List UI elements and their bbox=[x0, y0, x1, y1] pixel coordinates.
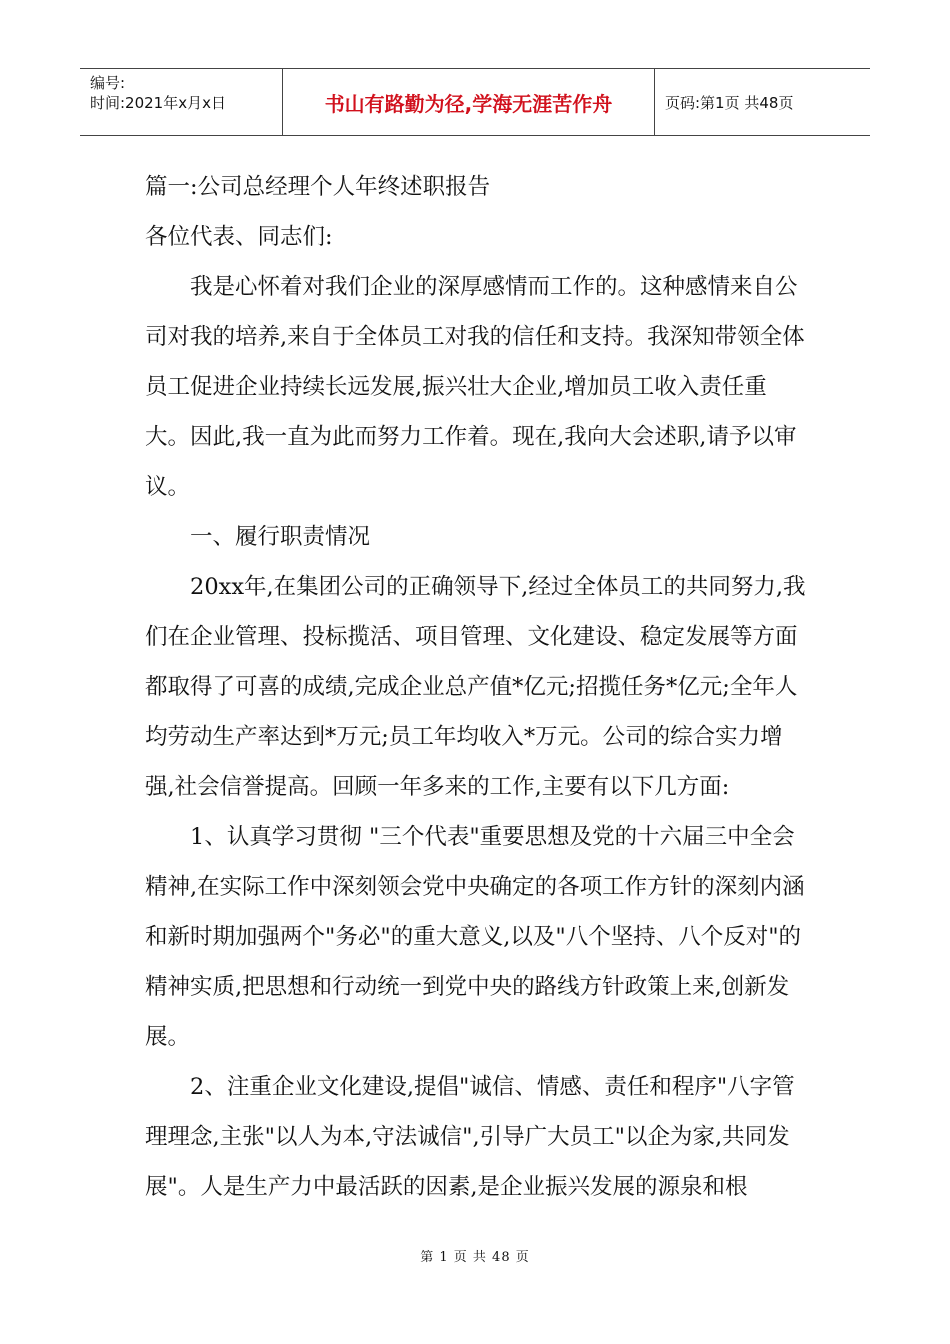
page-footer: 第 1 页 共 48 页 bbox=[420, 1250, 530, 1265]
document-title: 篇一:公司总经理个人年终述职报告 bbox=[145, 174, 491, 200]
paragraph-summary: 20xx年,在集团公司的正确领导下,经过全体员工的共同努力,我们在企业管理、投标揽活、项目管理、文化建设、稳定发展等方面都取得了可喜的成绩,完成企业总产值*亿元;招揽任务*亿元;全年人均劳动生产率达到*万元;员工年均收入*万元。公司的综合实力增强,社会信誉提高。回顾一年多来的工作,主要有以下几方面: bbox=[145, 574, 806, 800]
header-page-label: 页码:第1页 共48页 bbox=[665, 93, 794, 112]
header-meta bbox=[80, 69, 283, 135]
header-number-label: 编号: bbox=[90, 74, 126, 92]
salutation: 各位代表、同志们: bbox=[145, 224, 333, 250]
section-heading: 一、履行职责情况 bbox=[190, 524, 371, 550]
paragraph-item-2: 2、注重企业文化建设,提倡"诚信、情感、责任和程序"八字管理理念,主张"以人为本,守法诚信",引导广大员工"以企为家,共同发展"。人是生产力中最活跃的因素,是企业振兴发展的源泉和根 bbox=[145, 1074, 795, 1200]
document-body bbox=[145, 162, 810, 1212]
document-header bbox=[80, 68, 870, 136]
paragraph-intro: 我是心怀着对我们企业的深厚感情而工作的。这种感情来自公司对我的培养,来自于全体员工对我的信任和支持。我深知带领全体员工促进企业持续长远发展,振兴壮大企业,增加员工收入责任重大。因此,我一直为此而努力工作着。现在,我向大会述职,请予以审议。 bbox=[145, 274, 805, 500]
paragraph-item-1: 1、认真学习贯彻 "三个代表"重要思想及党的十六届三中全会精神,在实际工作中深刻领会党中央确定的各项工作方针的深刻内涵和新时期加强两个"务必"的重大意义,以及"八个坚持、八个反对"的精神实质,把思想和行动统一到党中央的路线方针政策上来,创新发展。 bbox=[145, 824, 805, 1050]
header-time-label: 时间:2021年x月x日 bbox=[90, 94, 226, 112]
header-motto: 书山有路勤为径,学海无涯苦作舟 bbox=[283, 69, 655, 135]
